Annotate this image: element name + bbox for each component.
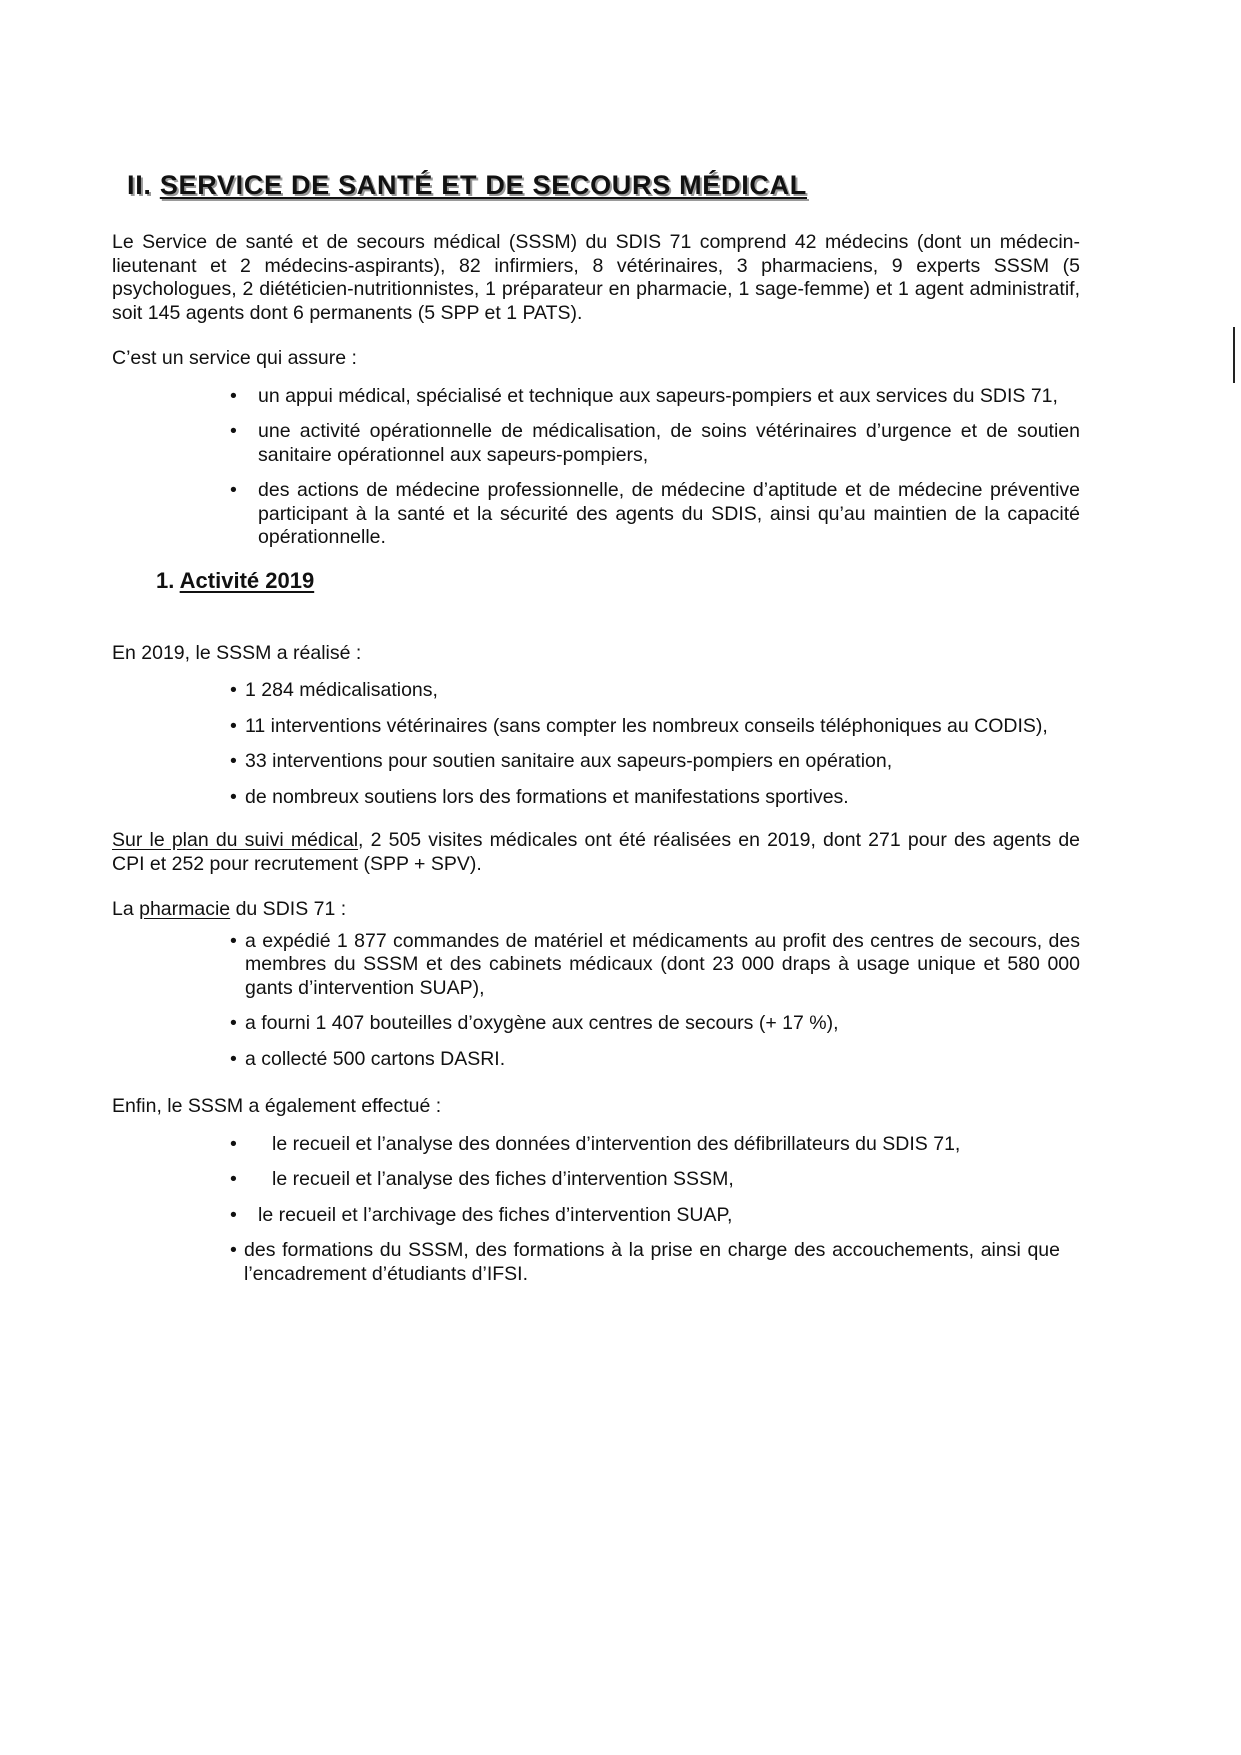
finally-intro: Enfin, le SSSM a également effectué :: [112, 1095, 442, 1117]
list-item: • des actions de médecine professionnelle, de médecine d’aptitude et de médecine préventive participant à la santé et la sécurité des agents du SDIS, ainsi qu’au maintien de la capacité opérationnelle.: [230, 479, 1080, 548]
bullet-icon: •: [230, 420, 237, 442]
list-item: • 33 interventions pour soutien sanitaire aux sapeurs-pompiers en opération,: [230, 750, 893, 772]
bullet-icon: •: [230, 479, 237, 501]
document-page: [112, 160, 1080, 1298]
subsection-number: 1.: [156, 567, 175, 593]
pharmacy-label: pharmacie: [139, 898, 231, 920]
list-item: • le recueil et l’archivage des fiches d’intervention SUAP,: [230, 1203, 733, 1226]
bullet-icon: •: [230, 929, 237, 952]
service-intro: C’est un service qui assure :: [112, 347, 357, 369]
activity-intro: En 2019, le SSSM a réalisé :: [112, 641, 362, 664]
bullet-icon: •: [230, 1168, 237, 1190]
list-item: • le recueil et l’analyse des fiches d’intervention SSSM,: [230, 1168, 734, 1190]
bullet-icon: •: [230, 1239, 237, 1261]
bullet-icon: •: [230, 679, 237, 701]
pharmacy-list: [112, 930, 1080, 1072]
list-item: • le recueil et l’analyse des données d’intervention des défibrillateurs du SDIS 71,: [230, 1132, 961, 1155]
list-item: • 1 284 médicalisations,: [230, 679, 438, 701]
list-item: • a expédié 1 877 commandes de matériel et médicaments au profit des centres de secours, des membres du SSSM et des cabinets médicaux (dont 23 000 draps à usage unique et 580 000 gants d’intervention SUAP),: [230, 929, 1080, 999]
subsection-title: Activité 2019: [179, 567, 315, 593]
bullet-icon: •: [230, 750, 237, 772]
bullet-icon: •: [230, 714, 237, 737]
medical-followup-label: Sur le plan du suivi médical: [112, 829, 359, 851]
service-list: [112, 385, 1080, 550]
list-item: • a collecté 500 cartons DASRI.: [230, 1047, 506, 1070]
activity-list: [112, 679, 1080, 809]
list-item: • un appui médical, spécialisé et technique aux sapeurs-pompiers et aux services du SDIS 71,: [230, 384, 1058, 407]
bullet-icon: •: [230, 1132, 237, 1155]
subsection-heading: [156, 568, 1080, 594]
bullet-icon: •: [230, 1012, 237, 1034]
intro-paragraph: Le Service de santé et de secours médical (SSSM) du SDIS 71 comprend 42 médecins (dont un médecin-lieutenant et 2 médecins-aspirants), 82 infirmiers, 8 vétérinaires, 3 pharmaciens, 9 experts SSSM (5 psychologues, 2 diététicien-nutritionnistes, 1 préparateur en pharmacie, 1 sage-femme) et 1 agent administratif, soit 145 agents dont 6 permanents (5 SPP et 1 PATS).: [112, 231, 1080, 324]
list-item: • une activité opérationnelle de médicalisation, de soins vétérinaires d’urgence et de soutien sanitaire opérationnel aux sapeurs-pompiers,: [230, 420, 1080, 466]
list-item: • de nombreux soutiens lors des formations et manifestations sportives.: [230, 785, 849, 808]
bullet-icon: •: [230, 384, 237, 407]
list-item: • 11 interventions vétérinaires (sans compter les nombreux conseils téléphoniques au CODIS),: [230, 714, 1048, 737]
margin-change-bar: [1233, 327, 1235, 383]
list-item: • a fourni 1 407 bouteilles d’oxygène aux centres de secours (+ 17 %),: [230, 1012, 839, 1034]
section-number: II.: [127, 170, 152, 200]
bullet-icon: •: [230, 1047, 237, 1070]
section-title: SERVICE DE SANTÉ ET DE SECOURS MÉDICAL: [159, 170, 808, 200]
section-heading: [127, 170, 1080, 201]
bullet-icon: •: [230, 1203, 237, 1226]
pharmacy-intro: La pharmacie du SDIS 71 :: [112, 898, 347, 920]
bullet-icon: •: [230, 785, 237, 808]
medical-followup-paragraph: Sur le plan du suivi médical, 2 505 visites médicales ont été réalisées en 2019, dont 271 pour des agents de CPI et 252 pour recrutement (SPP + SPV).: [112, 829, 1081, 875]
list-item: • des formations du SSSM, des formations à la prise en charge des accouchements, ainsi que l’encadrement d’étudiants d’IFSI.: [230, 1239, 1060, 1285]
finally-list: [112, 1133, 1080, 1287]
